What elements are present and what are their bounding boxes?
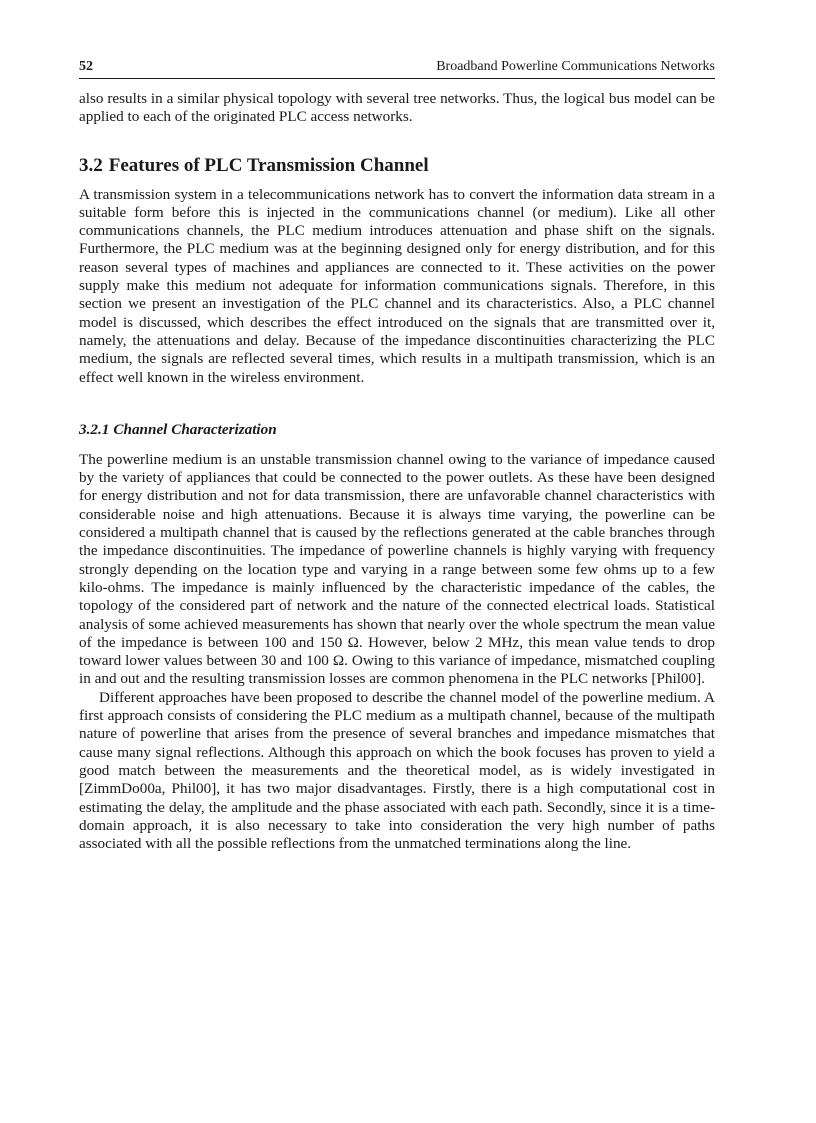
subsection-paragraph-1: The powerline medium is an unstable transmission channel owing to the variance of impedance caused by the variety of appliances that could be connected to the power outlets. As these have been designed for energy distribution and not for data transmission, there are unfavorable channel characteristics with considerable noise and high attenuations. Because it is always time varying, the powerline can be considered a multipath channel that is caused by the reflections generated at the cable branches through the impedance discontinuities. The impedance of powerline channels is highly varying with frequency strongly depending on the location type and varying in a range between some few ohms up to a few kilo-ohms. The impedance is mainly influenced by the characteristic impedance of the cables, the topology of the considered part of network and the nature of the connected electrical loads. Statistical analysis of some achieved measurements has shown that nearly over the whole spectrum the mean value of the impedance is between 100 and 150 Ω. However, below 2 MHz, this mean value tends to drop toward lower values between 30 and 100 Ω. Owing to this variance of impedance, mismatched coupling in and out and the resulting transmission losses are common phenomena in the PLC networks [Phil00].: [79, 450, 715, 688]
running-title: Broadband Powerline Communications Networks: [436, 59, 715, 74]
continued-paragraph: also results in a similar physical topology with several tree networks. Thus, the logical bus model can be applied to each of the originated PLC access networks.: [79, 90, 715, 126]
subsection-number: 3.2.1: [79, 420, 110, 438]
book-page: [79, 56, 715, 853]
running-header: [79, 56, 715, 79]
page-number: 52: [79, 59, 93, 74]
subsection-title: Channel Characterization: [113, 420, 277, 438]
section-heading: [79, 154, 715, 178]
section-paragraph: A transmission system in a telecommunications network has to convert the information data stream in a suitable form before this is injected in the communications channel (or medium). Like all other communications channels, the PLC medium introduces attenuation and phase shift on the signals. Furthermore, the PLC medium was at the beginning designed only for energy distribution, and for this reason several types of machines and appliances are connected to it. These activities on the power supply make this medium not adequate for information communications signals. Therefore, in this section we present an investigation of the PLC channel and its characteristics. Also, a PLC channel model is discussed, which describes the effect introduced on the signals that are transmitted over it, namely, the attenuations and delay. Because of the impedance discontinuities characterizing the PLC medium, the signals are reflected several times, which results in a multipath transmission, which is an effect well known in the wireless environment.: [79, 185, 715, 386]
section-title: Features of PLC Transmission Channel: [108, 154, 429, 176]
subsection-paragraph-2: Different approaches have been proposed to describe the channel model of the powerline medium. A first approach consists of considering the PLC medium as a multipath channel, because of the multipath nature of powerline that arises from the presence of several branches and impedance mismatches that cause many signal reflections. Although this approach on which the book focuses has proven to yield a good match between the measurements and the theoretical model, as is widely investigated in [ZimmDo00a, Phil00], it has two major disadvantages. Firstly, there is a high computational cost in estimating the delay, the amplitude and the phase associated with each path. Secondly, since it is a time-domain approach, it is also necessary to take into consideration the very high number of paths associated with all the possible reflections from the unmatched terminations along the line.: [79, 688, 715, 853]
subsection-heading: [79, 421, 715, 439]
section-number: 3.2: [79, 154, 103, 176]
